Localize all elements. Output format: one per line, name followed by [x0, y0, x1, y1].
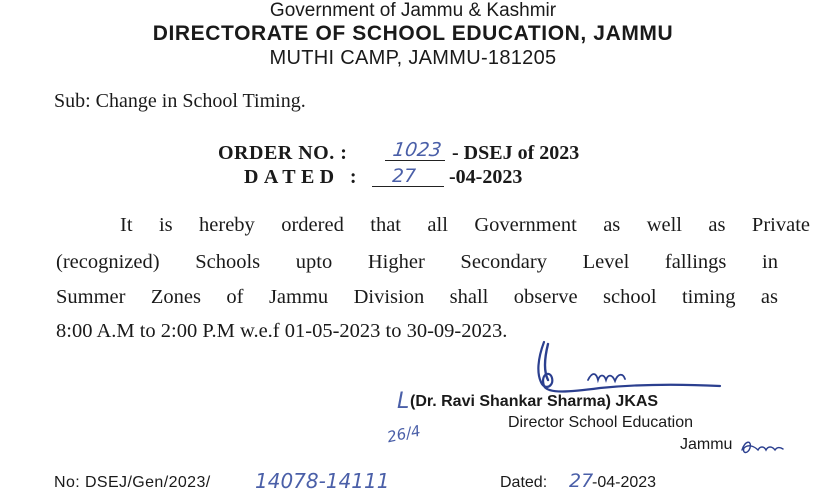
- body-line-1: It is hereby ordered that all Government as well as Private: [120, 214, 810, 236]
- signature-flourish: [530, 340, 730, 400]
- body-line-2: (recognized) Schools upto Higher Secondary Level fallings in: [56, 251, 778, 273]
- reference-number-label: No: DSEJ/Gen/2023/: [54, 474, 211, 491]
- order-date-suffix: -04-2023: [449, 166, 523, 188]
- signatory-initial-handwritten: L: [397, 389, 410, 414]
- order-number-label: ORDER NO. :: [218, 142, 348, 164]
- signatory-name: (Dr. Ravi Shankar Sharma) JKAS: [410, 393, 659, 410]
- government-heading: Government of Jammu & Kashmir: [269, 0, 557, 21]
- order-number-suffix: - DSEJ of 2023: [452, 142, 580, 164]
- body-line-3: Summer Zones of Jammu Division shall observe school timing as: [56, 286, 778, 308]
- signatory-title: Director School Education: [508, 414, 693, 431]
- reference-date-day-handwritten: 27: [569, 470, 594, 492]
- signatory-place: Jammu: [680, 436, 733, 453]
- signature-date-handwritten: 26/4: [385, 421, 423, 447]
- reference-dated-label: Dated:: [500, 474, 548, 491]
- reference-number-handwritten: 14078-14111: [255, 469, 390, 493]
- order-dated-label: DATED :: [244, 166, 362, 188]
- body-line-4: 8:00 A.M to 2:00 P.M w.e.f 01-05-2023 to 30-09-2023.: [56, 320, 508, 342]
- reference-date-rest: -04-2023: [592, 474, 657, 491]
- directorate-heading: DIRECTORATE OF SCHOOL EDUCATION, JAMMU: [152, 22, 674, 45]
- order-number-handwritten: 1023: [391, 139, 443, 161]
- subject-line: Sub: Change in School Timing.: [54, 90, 306, 112]
- address-line: MUTHI CAMP, JAMMU-181205: [269, 47, 557, 69]
- order-date-day-handwritten: 27: [392, 165, 417, 187]
- place-initials-scribble: [738, 436, 788, 458]
